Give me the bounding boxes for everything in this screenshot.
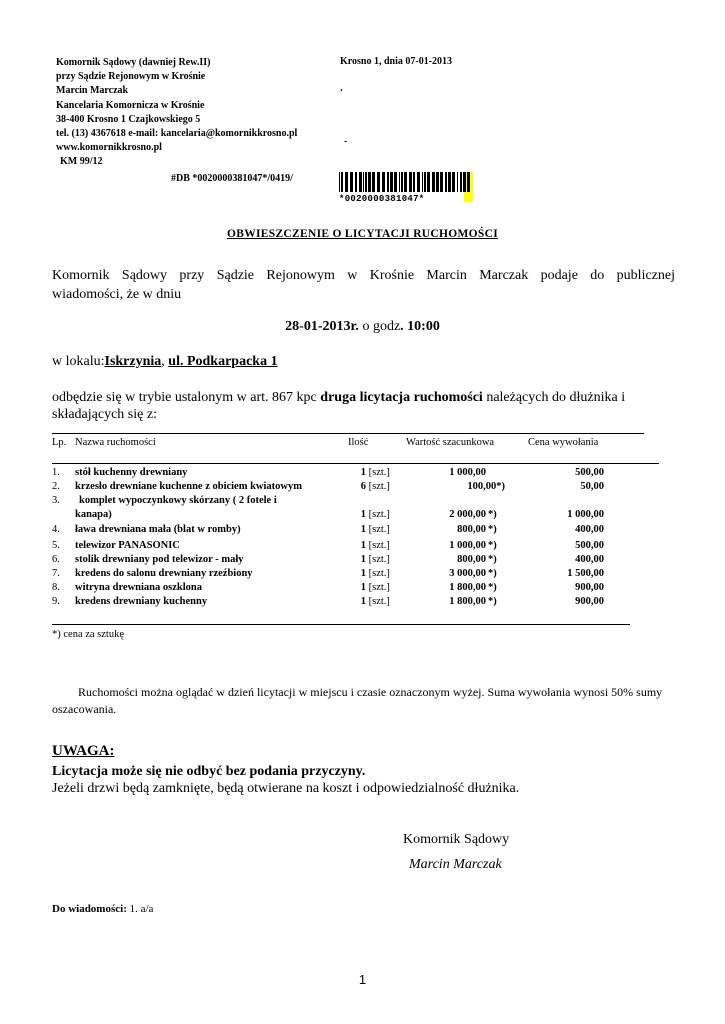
row-lp: 5. — [52, 540, 60, 551]
row-qty — [330, 466, 396, 480]
row-value: 1 000,00 — [449, 467, 486, 478]
row-qty-value: 1 — [360, 540, 366, 551]
row-value: 1 800,00 — [449, 596, 486, 607]
row-qty-value: 6 — [360, 481, 366, 492]
row-qty — [330, 523, 396, 537]
row-star: *) — [488, 554, 497, 565]
row-name: ława drewniana mała (blat w romby) — [75, 524, 241, 535]
case-number: KM 99/12 — [60, 156, 103, 168]
warning-line: Licytacja może się nie odbyć bez podania przyczyny. — [52, 764, 366, 779]
auction-date-dot: . — [400, 319, 404, 334]
row-unit: [szt.] — [368, 540, 390, 551]
barcode-text: *0020000381047* — [339, 194, 425, 202]
row-price: 500,00 — [575, 540, 604, 551]
page-number: 1 — [358, 972, 367, 987]
row-qty — [330, 508, 396, 522]
row-value: 3 000,00 — [449, 568, 486, 579]
table-row — [0, 595, 725, 609]
row-value: 2 000,00 — [449, 509, 486, 520]
row-name: komplet wypoczynkowy skórzany ( 2 fotele i — [79, 495, 277, 506]
table-row — [0, 480, 725, 494]
row-unit: [szt.] — [368, 568, 390, 579]
header-line: tel. (13) 4367618 e-mail: kancelaria@komornikkrosno.pl — [56, 128, 298, 140]
row-unit: [szt.] — [368, 467, 390, 478]
table-row — [0, 539, 725, 553]
location-label: w lokalu: — [52, 354, 105, 369]
col-header-name: Nazwa ruchomości — [75, 437, 156, 448]
barcode-graphic — [337, 172, 473, 202]
row-lp: 3. — [52, 495, 60, 506]
row-qty-value: 1 — [360, 596, 366, 607]
row-name: witryna drewniana oszklona — [75, 582, 202, 593]
warning-line: Jeżeli drzwi będą zamknięte, będą otwierane na koszt i odpowiedzialność dłużnika. — [52, 781, 520, 796]
intro-line: wiadomości, że w dniu — [52, 287, 182, 302]
barcode — [337, 172, 473, 202]
header-dot: . — [340, 82, 343, 94]
location-place: Iskrzynia — [104, 354, 162, 369]
row-value: 1 000,00 — [449, 540, 486, 551]
distribution — [52, 903, 153, 915]
row-star: *) — [488, 582, 497, 593]
row-price: 900,00 — [575, 582, 604, 593]
signature-role: Komornik Sądowy — [403, 832, 510, 847]
row-name: stół kuchenny drewniany — [75, 467, 188, 478]
row-value: 100,00*) — [467, 481, 505, 492]
location-street: ul. Podkarpacka 1 — [168, 354, 278, 369]
intro-line: Komornik Sądowy przy Sądzie Rejonowym w Krośnie Marcin Marczak podaje do publicznej — [52, 268, 675, 283]
table-row — [0, 466, 725, 480]
row-lp: 4. — [52, 524, 60, 535]
document-reference: #DB *0020000381047*/0419/ — [171, 173, 293, 184]
row-value: 800,00 — [457, 524, 486, 535]
row-price: 400,00 — [575, 524, 604, 535]
row-qty-value: 1 — [360, 509, 366, 520]
row-name: krzesło drewniane kuchenne z obiciem kwiatowym — [75, 481, 303, 492]
row-qty — [330, 480, 396, 494]
table-row — [0, 523, 725, 537]
row-star: *) — [488, 509, 497, 520]
auction-time: 10:00 — [403, 319, 440, 334]
row-qty-value: 1 — [360, 568, 366, 579]
row-lp: 2. — [52, 481, 60, 492]
row-name: stolik drewniany pod telewizor - mały — [75, 554, 244, 565]
row-unit: [szt.] — [368, 582, 390, 593]
row-qty — [330, 553, 396, 567]
row-qty-value: 1 — [360, 524, 366, 535]
row-price: 900,00 — [575, 596, 604, 607]
row-star: *) — [488, 540, 497, 551]
header-dash: - — [344, 136, 348, 147]
auction-location — [52, 354, 278, 370]
table-row — [0, 567, 725, 581]
row-qty — [330, 595, 396, 609]
table-row — [0, 494, 725, 522]
row-unit: [szt.] — [368, 509, 390, 520]
row-value: 800,00 — [457, 554, 486, 565]
row-price: 1 000,00 — [567, 509, 604, 520]
row-lp: 7. — [52, 568, 60, 579]
col-header-qty: Ilość — [348, 437, 369, 448]
table-row — [0, 553, 725, 567]
intro-paragraph — [52, 266, 675, 304]
table-top-rule — [52, 433, 644, 434]
row-name: telewizor PANASONIC — [75, 540, 180, 551]
procedure-type: druga licytacja ruchomości — [320, 390, 483, 405]
auction-date-value: 28-01-2013r. — [285, 319, 359, 334]
row-qty-value: 1 — [360, 582, 366, 593]
row-unit: [szt.] — [368, 596, 390, 607]
location-separator: , — [161, 354, 169, 369]
header-line: www.komornikkrosno.pl — [56, 142, 162, 154]
auction-date-label: o godz — [358, 319, 401, 334]
warning-heading: UWAGA: — [52, 743, 115, 759]
procedure-paragraph — [52, 389, 675, 423]
header-line: Komornik Sądowy (dawniej Rew.II) — [56, 57, 211, 68]
row-star: *) — [488, 596, 497, 607]
row-lp: 1. — [52, 467, 60, 478]
row-name-continued: kanapa) — [75, 509, 112, 520]
row-lp: 6. — [52, 554, 60, 565]
row-qty — [330, 581, 396, 595]
bailiff-header — [56, 56, 297, 170]
row-price: 500,00 — [575, 467, 604, 478]
row-star: *) — [488, 524, 497, 535]
header-line: Marcin Marczak — [56, 85, 129, 97]
row-qty — [330, 567, 396, 581]
row-lp: 9. — [52, 596, 60, 607]
row-qty-value: 1 — [360, 554, 366, 565]
footnote: *) cena za sztukę — [52, 629, 124, 640]
table-header-rule — [52, 463, 659, 464]
row-value: 1 800,00 — [449, 582, 486, 593]
viewing-paragraph: Ruchomości można oglądać w dzień licytacji w miejscu i czasie oznaczonym wyżej. Suma wywołania wynosi 50% sumy oszacowania. — [52, 685, 663, 716]
row-lp: 8. — [52, 582, 60, 593]
row-unit: [szt.] — [368, 554, 390, 565]
table-row — [0, 581, 725, 595]
procedure-text: należących do dłużnika i składających się z: — [52, 390, 626, 422]
row-name: kredens drewniany kuchenny — [75, 596, 208, 607]
row-name: kredens do salonu drewniany rzeźbiony — [75, 568, 253, 579]
row-price: 400,00 — [575, 554, 604, 565]
row-qty-value: 1 — [360, 467, 366, 478]
procedure-text: odbędzie się w trybie ustalonym w art. 867 kpc — [52, 390, 321, 405]
distribution-value: 1. a/a — [126, 903, 154, 915]
header-line: Kancelaria Komornicza w Krośnie — [56, 99, 205, 111]
row-unit: [szt.] — [368, 524, 390, 535]
signature-name: Marcin Marczak — [409, 857, 502, 872]
row-qty — [330, 539, 396, 553]
col-header-price: Cena wywołania — [528, 437, 599, 448]
table-bottom-rule — [52, 624, 630, 625]
row-price: 50,00 — [580, 481, 604, 492]
header-line: 38-400 Krosno 1 Czajkowskiego 5 — [56, 113, 201, 125]
header-line: przy Sądzie Rejonowym w Krośnie — [56, 71, 206, 83]
col-header-lp: Lp. — [52, 437, 67, 448]
row-price: 1 500,00 — [567, 568, 604, 579]
place-date: Krosno 1, dnia 07-01-2013 — [340, 56, 453, 67]
distribution-label: Do wiadomości: — [52, 903, 127, 915]
auction-date — [0, 319, 725, 335]
notice-title: OBWIESZCZENIE O LICYTACJI RUCHOMOŚCI — [227, 228, 498, 240]
row-unit: [szt.] — [368, 481, 390, 492]
row-star: *) — [488, 568, 497, 579]
col-header-value: Wartość szacunkowa — [406, 437, 495, 448]
